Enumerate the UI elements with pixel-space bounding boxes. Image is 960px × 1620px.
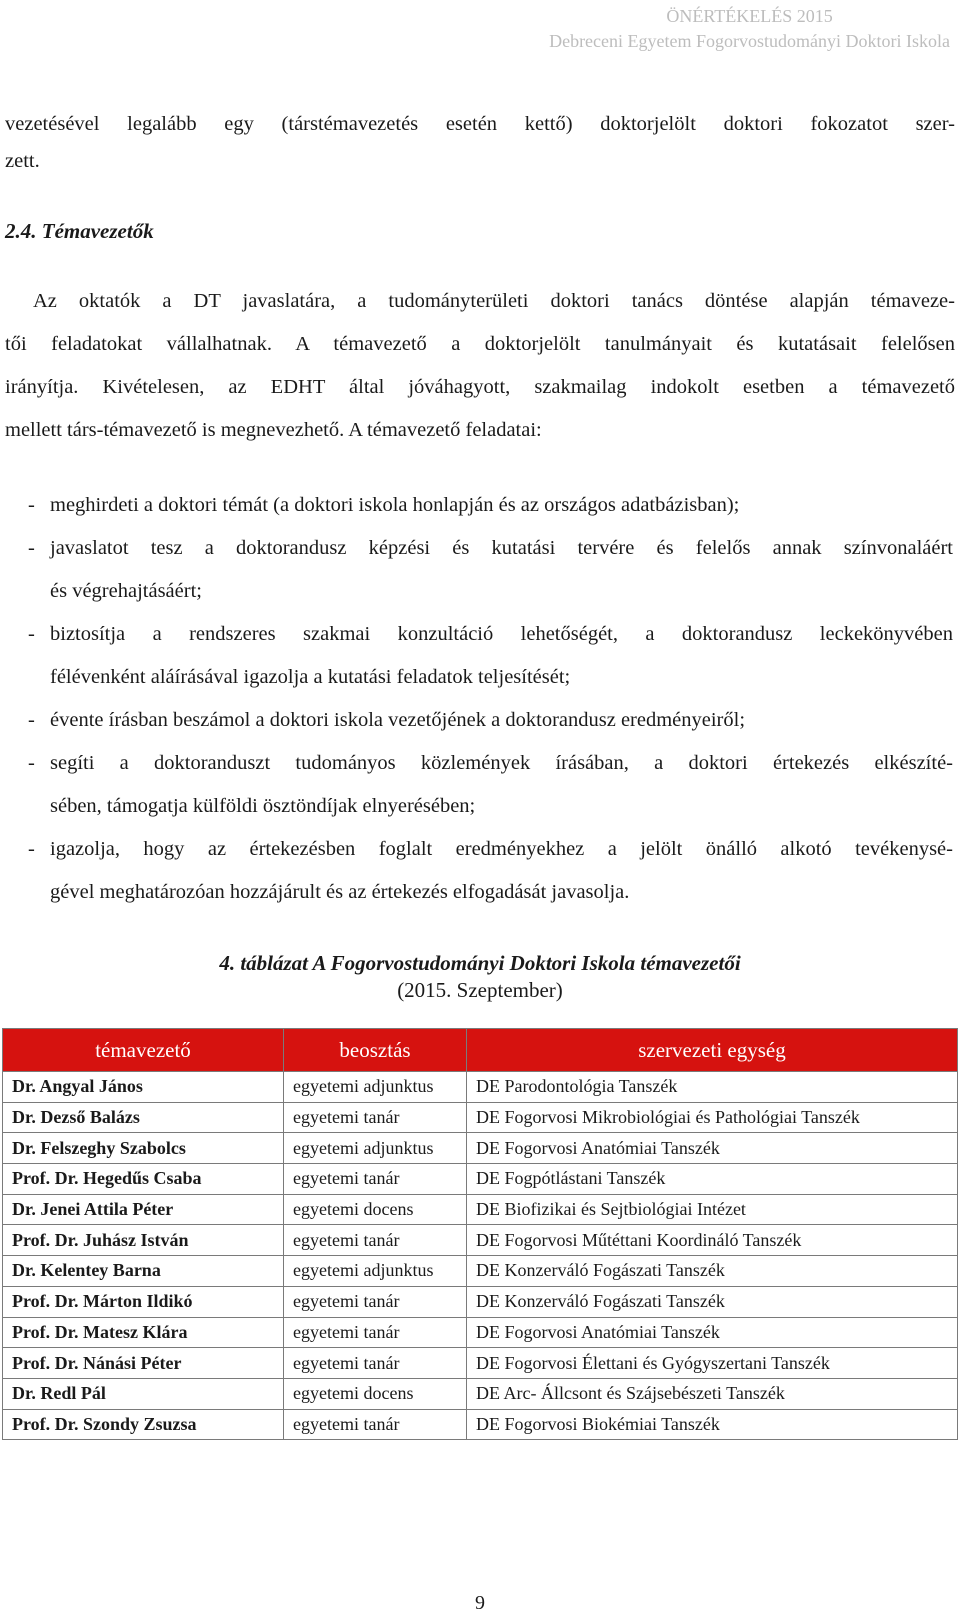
list-item-text: évente írásban beszámol a doktori iskola vezetőjének a doktorandusz eredményeiről; <box>50 709 746 731</box>
cell-supervisor: Prof. Dr. Juhász István <box>3 1225 284 1256</box>
cell-unit: DE Arc- Állcsont és Szájsebészeti Tanszék <box>467 1378 958 1409</box>
cell-supervisor: Dr. Redl Pál <box>3 1378 284 1409</box>
list-item-text: javaslatot tesz a doktorandusz képzési és kutatási tervére és felelős annak színvonaláért <box>50 537 953 559</box>
cell-supervisor: Prof. Dr. Nánási Péter <box>3 1348 284 1379</box>
header-title: ÖNÉRTÉKELÉS 2015 <box>666 6 833 26</box>
list-dash: - <box>28 838 35 860</box>
cell-unit: DE Fogorvosi Mikrobiológiai és Pathológiai Tanszék <box>467 1102 958 1133</box>
cell-position: egyetemi docens <box>284 1194 467 1225</box>
section-paragraph <box>5 280 955 452</box>
cell-supervisor: Dr. Felszeghy Szabolcs <box>3 1133 284 1164</box>
cell-position: egyetemi adjunktus <box>284 1256 467 1287</box>
cell-unit: DE Fogorvosi Anatómiai Tanszék <box>467 1133 958 1164</box>
cell-supervisor: Prof. Dr. Hegedűs Csaba <box>3 1164 284 1195</box>
list-item <box>28 828 953 914</box>
cell-unit: DE Konzerváló Fogászati Tanszék <box>467 1256 958 1287</box>
list-dash: - <box>28 537 35 559</box>
intro-line: vezetésével legalább egy (társtémavezetés esetén kettő) doktorjelölt doktori fokozatot szer- <box>5 113 955 135</box>
cell-unit: DE Fogorvosi Biokémiai Tanszék <box>467 1409 958 1440</box>
supervisors-table <box>2 1028 958 1440</box>
column-header: témavezető <box>3 1029 284 1072</box>
page-header <box>549 4 950 54</box>
section-heading: 2.4. Témavezetők <box>5 219 154 243</box>
paragraph-line: mellett társ-témavezető is megnevezhető. A témavezető feladatai: <box>5 419 542 441</box>
cell-position: egyetemi tanár <box>284 1409 467 1440</box>
list-item-text: és végrehajtásáért; <box>50 580 202 602</box>
page-number: 9 <box>475 1592 485 1614</box>
table-row <box>3 1102 958 1133</box>
cell-position: egyetemi tanár <box>284 1225 467 1256</box>
list-item-text: gével meghatározóan hozzájárult és az értekezés elfogadását javasolja. <box>50 881 630 903</box>
cell-unit: DE Fogpótlástani Tanszék <box>467 1164 958 1195</box>
cell-supervisor: Prof. Dr. Matesz Klára <box>3 1317 284 1348</box>
cell-unit: DE Parodontológia Tanszék <box>467 1072 958 1103</box>
list-item-text: segíti a doktoranduszt tudományos közlemények írásában, a doktori értekezés elkészíté- <box>50 752 953 774</box>
cell-unit: DE Fogorvosi Anatómiai Tanszék <box>467 1317 958 1348</box>
cell-position: egyetemi tanár <box>284 1317 467 1348</box>
table-caption-title: 4. táblázat A Fogorvostudományi Doktori Iskola témavezetői <box>219 951 741 975</box>
table-row <box>3 1256 958 1287</box>
paragraph-line: Az oktatók a DT javaslatára, a tudományterületi doktori tanács döntése alapján témaveze- <box>33 290 955 312</box>
cell-supervisor: Dr. Jenei Attila Péter <box>3 1194 284 1225</box>
cell-unit: DE Fogorvosi Műtéttani Koordináló Tanszék <box>467 1225 958 1256</box>
cell-position: egyetemi docens <box>284 1378 467 1409</box>
table-row <box>3 1194 958 1225</box>
table-caption-date: (2015. Szeptember) <box>397 978 563 1002</box>
table-row <box>3 1348 958 1379</box>
list-item-text: meghirdeti a doktori témát (a doktori iskola honlapján és az országos adatbázisban); <box>50 494 740 516</box>
cell-position: egyetemi adjunktus <box>284 1133 467 1164</box>
list-dash: - <box>28 494 35 516</box>
table-row <box>3 1409 958 1440</box>
table-row <box>3 1072 958 1103</box>
table-row <box>3 1378 958 1409</box>
list-item <box>28 484 953 527</box>
table-header-row <box>3 1029 958 1072</box>
cell-position: egyetemi tanár <box>284 1286 467 1317</box>
cell-supervisor: Prof. Dr. Márton Ildikó <box>3 1286 284 1317</box>
cell-position: egyetemi tanár <box>284 1348 467 1379</box>
paragraph-line: irányítja. Kivételesen, az EDHT által jóváhagyott, szakmailag indokolt esetben a témavezető <box>5 376 955 398</box>
cell-supervisor: Dr. Kelentey Barna <box>3 1256 284 1287</box>
duties-list <box>28 484 953 914</box>
table-row <box>3 1164 958 1195</box>
cell-unit: DE Konzerváló Fogászati Tanszék <box>467 1286 958 1317</box>
list-dash: - <box>28 623 35 645</box>
intro-paragraph <box>5 106 955 180</box>
list-dash: - <box>28 709 35 731</box>
table-row <box>3 1317 958 1348</box>
list-item <box>28 699 953 742</box>
cell-supervisor: Prof. Dr. Szondy Zsuzsa <box>3 1409 284 1440</box>
cell-position: egyetemi adjunktus <box>284 1072 467 1103</box>
table-row <box>3 1225 958 1256</box>
cell-position: egyetemi tanár <box>284 1102 467 1133</box>
list-item <box>28 742 953 828</box>
cell-position: egyetemi tanár <box>284 1164 467 1195</box>
cell-supervisor: Dr. Angyal János <box>3 1072 284 1103</box>
table-caption <box>0 950 960 1004</box>
list-item-text: biztosítja a rendszeres szakmai konzultáció lehetőségét, a doktorandusz leckekönyvében <box>50 623 953 645</box>
column-header: beosztás <box>284 1029 467 1072</box>
list-item-text: igazolja, hogy az értekezésben foglalt eredményekhez a jelölt önálló alkotó tevékenysé- <box>50 838 953 860</box>
list-item-text: sében, támogatja külföldi ösztöndíjak elnyerésében; <box>50 795 476 817</box>
list-item <box>28 527 953 613</box>
table-row <box>3 1286 958 1317</box>
intro-line: zett. <box>5 150 40 172</box>
cell-unit: DE Fogorvosi Élettani és Gyógyszertani Tanszék <box>467 1348 958 1379</box>
header-institution: Debreceni Egyetem Fogorvostudományi Doktori Iskola <box>549 31 950 51</box>
paragraph-line: tői feladatokat vállalhatnak. A témavezető a doktorjelölt tanulmányait és kutatásait felelősen <box>5 333 955 355</box>
column-header: szervezeti egység <box>467 1029 958 1072</box>
list-item-text: félévenként aláírásával igazolja a kutatási feladatok teljesítését; <box>50 666 571 688</box>
list-dash: - <box>28 752 35 774</box>
list-item <box>28 613 953 699</box>
table-row <box>3 1133 958 1164</box>
cell-supervisor: Dr. Dezső Balázs <box>3 1102 284 1133</box>
cell-unit: DE Biofizikai és Sejtbiológiai Intézet <box>467 1194 958 1225</box>
